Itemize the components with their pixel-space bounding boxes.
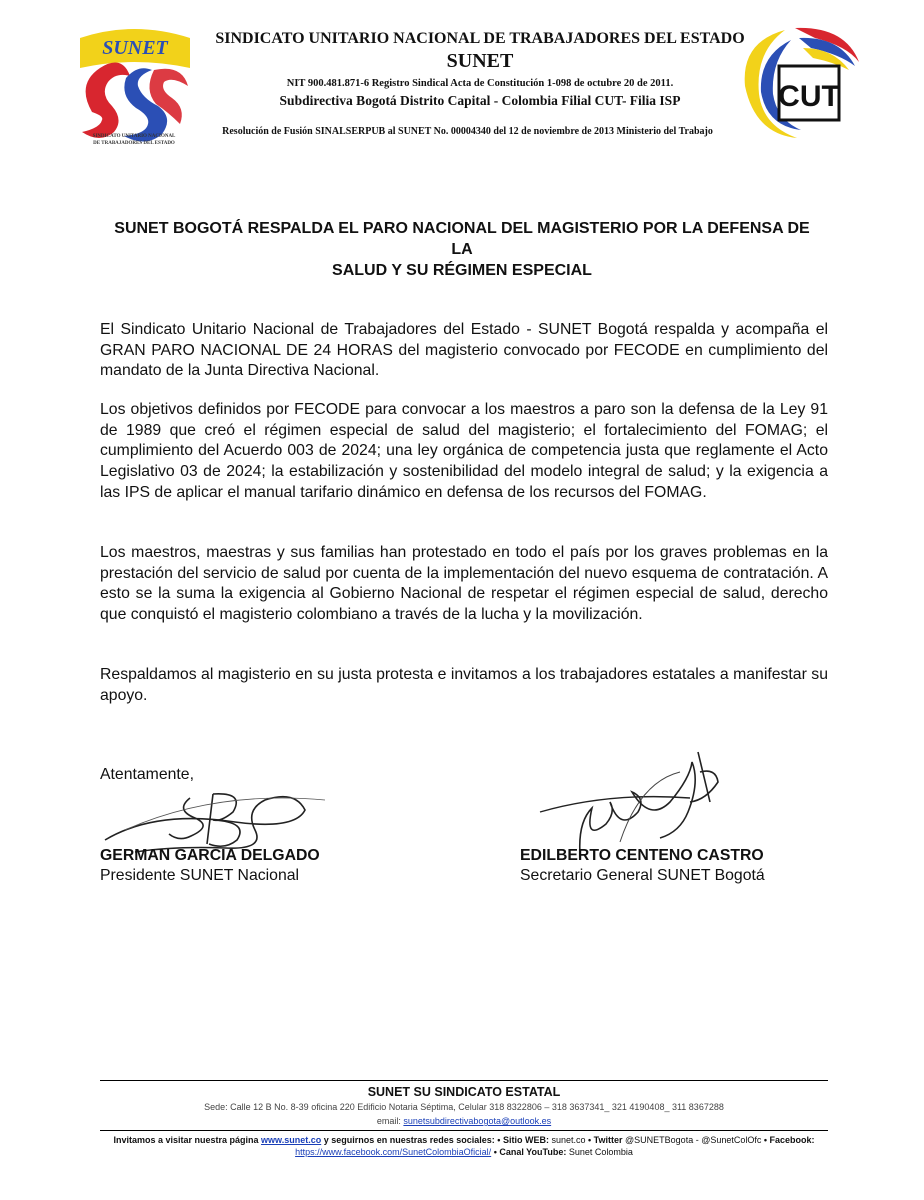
- footer-divider: [100, 1080, 828, 1081]
- signatory-2-role: Secretario General SUNET Bogotá: [520, 867, 765, 884]
- footer-twitter-label: • Twitter: [588, 1135, 623, 1145]
- footer-twitter: @SUNETBogota - @SunetColOfc: [625, 1135, 762, 1145]
- footer-facebook-link[interactable]: https://www.facebook.com/SunetColombiaOficial/: [295, 1147, 492, 1157]
- cut-logo-text: CUT: [778, 80, 840, 113]
- footer-youtube: Sunet Colombia: [568, 1147, 633, 1157]
- footer-facebook-label: • Facebook:: [763, 1135, 815, 1145]
- document-title-line2: SALUD Y SU RÉGIMEN ESPECIAL: [332, 262, 592, 279]
- signatory-1-role: Presidente SUNET Nacional: [100, 867, 300, 884]
- footer-address: Sede: Calle 12 B No. 8-39 oficina 220 Edificio Notaria Séptima, Celular 318 8322806 – 318 3637341_ 321 4190408_ 311 8367288: [204, 1102, 724, 1112]
- svg-text:DE TRABAJADORES DEL ESTADO: DE TRABAJADORES DEL ESTADO: [93, 141, 175, 146]
- header-nit: NIT 900.481.871-6 Registro Sindical Acta de Constitución 1-098 de octubre 20 de 2011.: [286, 78, 674, 89]
- paragraph-2: Los objetivos definidos por FECODE para convocar a los maestros a paro son la defensa de la Ley 91 de 1989 que creó el régimen especial de salud del magisterio; el fortalecimiento del FOMAG; el cumplimiento del Acuerdo 003 de 2024; una ley orgánica de competencia justa que reglamente el Acto Legislativo 03 de 2024; la estabilización y sostenibilidad del modelo integral de salud; y la exigencia a las IPS de aplicar el manual tarifario dinámico en defensa de los recursos del FOMAG.: [100, 401, 828, 501]
- footer-site-plain: sunet.co: [551, 1135, 586, 1145]
- signatory-2-name: EDILBERTO CENTENO CASTRO: [520, 847, 764, 864]
- paragraph-1: El Sindicato Unitario Nacional de Trabajadores del Estado - SUNET Bogotá respalda y acompaña el GRAN PARO NACIONAL DE 24 HORAS del magisterio convocado por FECODE en cumplimiento del mandato de la Junta Directiva Nacional.: [100, 321, 828, 380]
- sunet-logo-text: SUNET: [102, 37, 168, 59]
- footer-invite-prefix: Invitamos a visitar nuestra página: [113, 1135, 259, 1145]
- signatory-1-name: GERMAN GARCIA DELGADO: [100, 847, 320, 864]
- footer-youtube-label: • Canal YouTube:: [493, 1147, 567, 1157]
- footer-email-label: email:: [376, 1116, 401, 1126]
- footer-title: SUNET SU SINDICATO ESTATAL: [367, 1085, 561, 1099]
- document-title: [110, 218, 814, 281]
- header-subdirectiva: Subdirectiva Bogotá Distrito Capital - Colombia Filial CUT- Filia ISP: [279, 93, 681, 108]
- svg-text:SINDICATO UNITARIO NACIONAL: SINDICATO UNITARIO NACIONAL: [92, 134, 176, 139]
- footer-divider-2: [100, 1130, 828, 1131]
- paragraph-3: Los maestros, maestras y sus familias han protestado en todo el país por los graves problemas en la prestación del servicio de salud por cuenta de la implementación del nuevo esquema de contratación. A esto se la suma la exigencia al Gobierno Nacional de respetar el régimen especial de salud, derecho que conquistó el magisterio colombiano a través de la lucha y la movilización.: [100, 544, 828, 624]
- footer-invite-middle: y seguirnos en nuestras redes sociales: • Sitio WEB:: [323, 1135, 549, 1145]
- document-title-line1: SUNET BOGOTÁ RESPALDA EL PARO NACIONAL DEL MAGISTERIO POR LA DEFENSA DE LA: [114, 220, 810, 258]
- header-title: SINDICATO UNITARIO NACIONAL DE TRABAJADORES DEL ESTADO: [215, 30, 745, 47]
- header-abbreviation: SUNET: [446, 50, 514, 72]
- sunet-logo: [64, 24, 204, 154]
- paragraph-4: Respaldamos al magisterio en su justa protesta e invitamos a los trabajadores estatales a manifestar su apoyo.: [100, 666, 828, 704]
- header-resolucion: Resolución de Fusión SINALSERPUB al SUNET No. 00004340 del 12 de noviembre de 2013 Ministerio del Trabajo: [222, 126, 713, 137]
- footer-email-line: [100, 1116, 828, 1126]
- footer-website-link[interactable]: www.sunet.co: [261, 1135, 322, 1145]
- footer-social: [100, 1134, 828, 1158]
- footer-email-link[interactable]: sunetsubdirectivabogota@outlook.es: [403, 1116, 552, 1126]
- closing: Atentamente,: [100, 766, 194, 783]
